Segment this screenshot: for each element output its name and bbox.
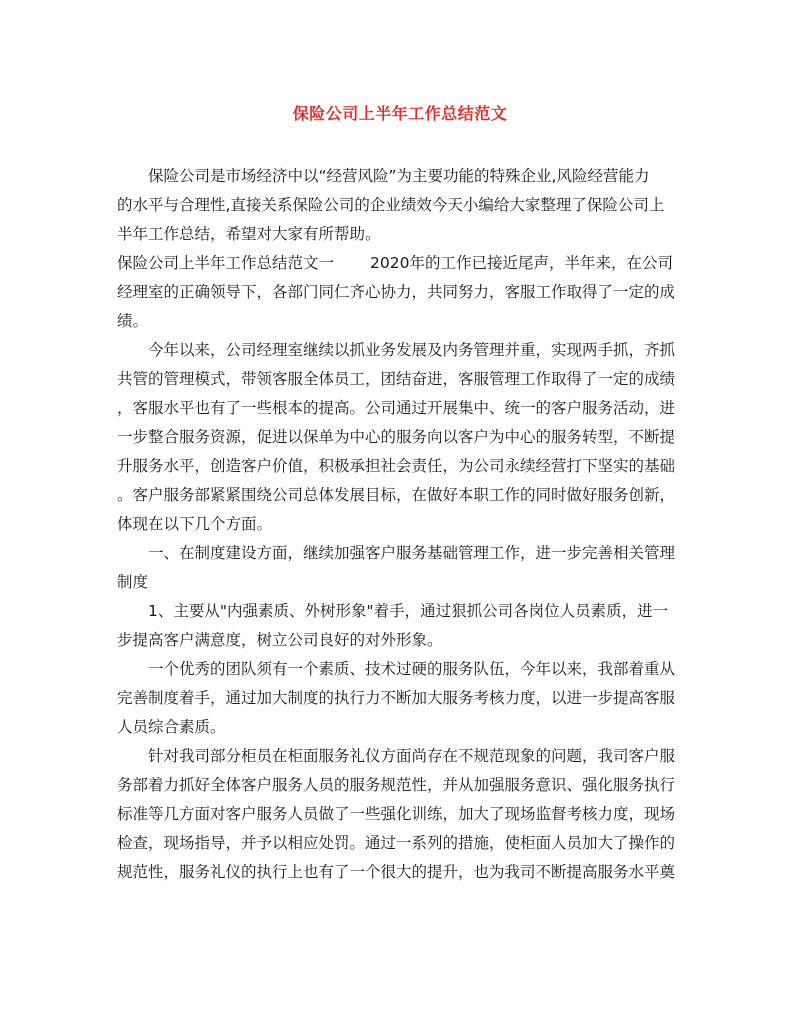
text-line bbox=[117, 742, 689, 771]
text-line bbox=[117, 307, 689, 336]
text-line bbox=[117, 394, 689, 423]
document-title: 保险公司上半年工作总结范文 bbox=[292, 104, 508, 123]
text-line-content: 规范性，服务礼仪的执行上也有了一个很大的提升，也为我司不断提高服务水平奠 bbox=[117, 863, 676, 881]
text-line bbox=[117, 481, 689, 510]
text-line-content: 针对我司部分柜员在柜面服务礼仪方面尚存在不规范现象的问题，我司客户服 bbox=[148, 747, 676, 765]
text-line-content: 制度 bbox=[117, 573, 149, 591]
text-line bbox=[117, 626, 689, 655]
text-line bbox=[117, 684, 689, 713]
text-line-content: 今年以来，公司经理室继续以抓业务发展及内务管理并重，实现两手抓，齐抓 bbox=[148, 341, 676, 359]
text-line-content: 1、主要从"内强素质、外树形象"着手，通过狠抓公司各岗位人员素质，进一 bbox=[148, 602, 669, 620]
text-line-content: 标准等几方面对客户服务人员做了一些强化训练，加大了现场监督考核力度，现场 bbox=[117, 805, 676, 823]
text-line bbox=[117, 336, 689, 365]
text-line bbox=[117, 713, 689, 742]
text-line-content: 半年工作总结，希望对大家有所帮助。 bbox=[117, 225, 381, 243]
text-line-content: 共管的管理模式，带领客服全体员工，团结奋进，客服管理工作取得了一定的成绩 bbox=[117, 370, 676, 388]
document-body bbox=[117, 162, 689, 887]
text-line bbox=[117, 655, 689, 684]
text-line-content: 务部着力抓好全体客户服务人员的服务规范性，并从加强服务意识、强化服务执行 bbox=[117, 776, 676, 794]
text-line bbox=[117, 220, 689, 249]
text-line-content: 完善制度着手，通过加大制度的执行力不断加大服务考核力度，以进一步提高客服 bbox=[117, 689, 676, 707]
text-line bbox=[117, 191, 689, 220]
text-line-content: 步提高客户满意度，树立公司良好的对外形象。 bbox=[117, 631, 443, 649]
text-line bbox=[117, 423, 689, 452]
text-line-content: ，客服水平也有了一些根本的提高。公司通过开展集中、统一的客户服务活动，进 bbox=[117, 399, 676, 417]
text-line bbox=[117, 249, 689, 278]
text-line bbox=[117, 568, 689, 597]
text-line-content: 人员综合素质。 bbox=[117, 718, 226, 736]
text-line bbox=[117, 278, 689, 307]
text-line-content: 体现在以下几个方面。 bbox=[117, 515, 273, 533]
text-line bbox=[117, 597, 689, 626]
text-line-content: 的水平与合理性,直接关系保险公司的企业绩效今天小编给大家整理了保险公司上 bbox=[117, 196, 665, 214]
text-line-content: 一步整合服务资源，促进以保单为中心的服务向以客户为中心的服务转型，不断提 bbox=[117, 428, 676, 446]
text-line-content: 经理室的正确领导下，各部门同仁齐心协力，共同努力，客服工作取得了一定的成 bbox=[117, 283, 676, 301]
text-line-content: 一个优秀的团队须有一个素质、技术过硬的服务队伍，今年以来，我部着重从 bbox=[148, 660, 676, 678]
text-line bbox=[117, 452, 689, 481]
text-line bbox=[117, 800, 689, 829]
text-line-content: 保险公司上半年工作总结范文一 bbox=[117, 254, 335, 272]
text-line bbox=[117, 771, 689, 800]
text-line bbox=[117, 162, 689, 191]
text-line-content: 。客户服务部紧紧围绕公司总体发展目标，在做好本职工作的同时做好服务创新， bbox=[117, 486, 676, 504]
text-line-tail: 2020年的工作已接近尾声，半年来，在公司 bbox=[370, 254, 673, 272]
text-line bbox=[117, 365, 689, 394]
text-line-content: 检查，现场指导，并予以相应处罚。通过一系列的措施，使柜面人员加大了操作的 bbox=[117, 834, 676, 852]
text-line bbox=[117, 858, 689, 887]
text-line-content: 升服务水平，创造客户价值，积极承担社会责任，为公司永续经营打下坚实的基础 bbox=[117, 457, 676, 475]
text-line-content: 绩。 bbox=[117, 312, 149, 330]
text-line bbox=[117, 539, 689, 568]
text-line bbox=[117, 829, 689, 858]
text-line-content: 保险公司是市场经济中以“经营风险”为主要功能的特殊企业,风险经营能力 bbox=[148, 167, 650, 185]
text-line bbox=[117, 510, 689, 539]
text-line-content: 一、在制度建设方面，继续加强客户服务基础管理工作，进一步完善相关管理 bbox=[148, 544, 676, 562]
